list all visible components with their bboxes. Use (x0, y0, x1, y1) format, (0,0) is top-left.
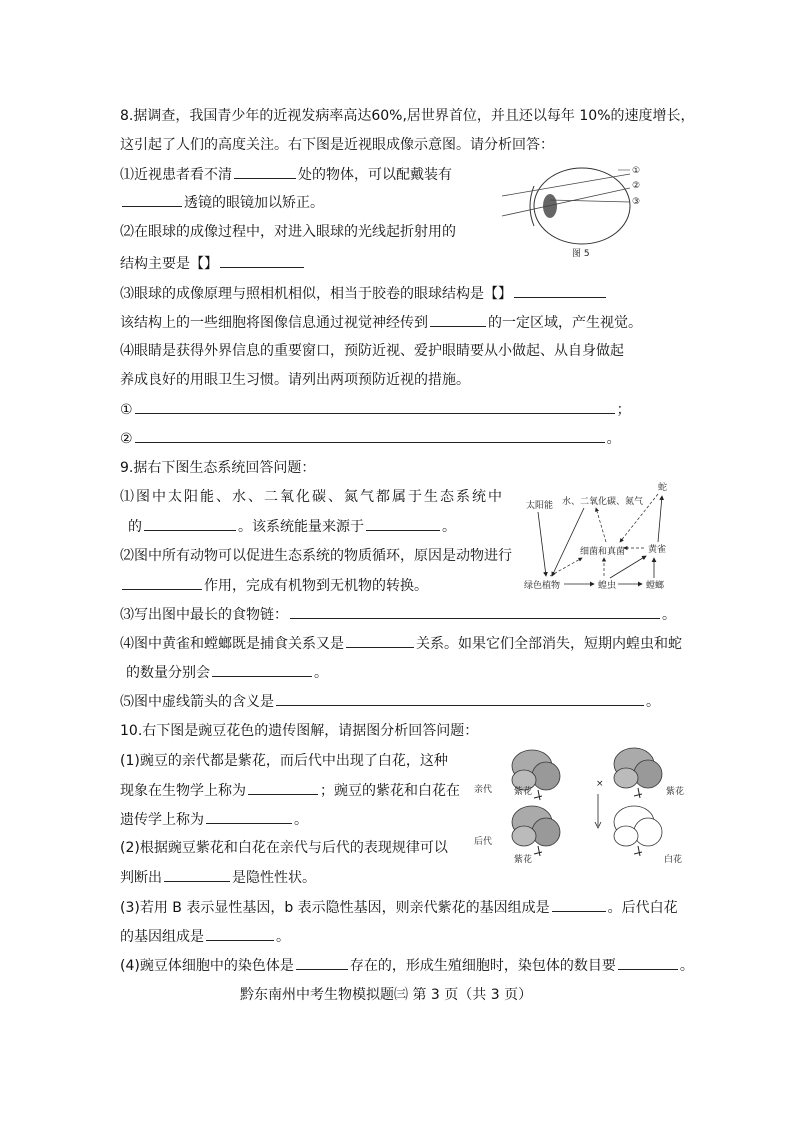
q9-part5: ⑸图中虚线箭头的含义是 。 (120, 691, 660, 712)
node-decomposer: 细菌和真菌 (580, 547, 626, 557)
answer-blank[interactable] (220, 253, 304, 268)
answer-blank[interactable] (122, 192, 182, 207)
answer-blank[interactable] (135, 399, 615, 414)
white-flower-icon (614, 806, 662, 856)
label-purple-parent-2: 紫花 (666, 787, 685, 797)
q10-part1: (1)豌豆的亲代都是紫花，而后代中出现了白花，这种 (120, 753, 448, 769)
label-parent-generation: 亲代 (474, 785, 493, 795)
q8-part4-cont: 养成良好的用眼卫生习惯。请列出两项预防近视的措施。 (120, 372, 470, 388)
fig-label-1: ① (632, 166, 641, 176)
q10-part4: (4)豌豆体细胞中的染色体是 存在的，形成生殖细胞时，染包体的数目要 。 (120, 955, 694, 976)
q8-p3c: 的一定区域，产生视觉。 (488, 315, 642, 331)
answer-blank[interactable] (164, 867, 230, 882)
answer-blank[interactable] (296, 955, 348, 970)
page-footer: 黔东南州中考生物模拟题㈢ 第 3 页（共 3 页） (240, 987, 533, 1003)
q8-part4: ⑷眼睛是获得外界信息的重要窗口，预防近视、爱护眼睛要从小做起、从自身做起 (120, 343, 624, 359)
answer-blank[interactable] (290, 604, 660, 619)
node-oriole: 黄雀 (648, 545, 667, 555)
label-offspring-generation: 后代 (474, 837, 493, 847)
q10-part1-cont2: 遗传学上称为 。 (120, 809, 308, 830)
node-abiotic: 水、二氧化碳、氮气 (562, 497, 644, 507)
answer-blank[interactable] (248, 780, 318, 795)
q10-part3: (3)若用 B 表示显性基因，b 表示隐性基因，则亲代紫花的基因组成是 。后代白花 (120, 897, 678, 918)
myopia-eye-figure (500, 160, 660, 260)
q8-measure-2: ② 。 (120, 428, 621, 449)
q8-part3-cont (120, 312, 642, 333)
fig-label-2: ② (632, 181, 641, 191)
node-sun: 太阳能 (526, 501, 554, 511)
q10-part3-cont: 的基因组成是 。 (120, 926, 290, 947)
answer-blank[interactable] (122, 575, 202, 590)
answer-blank[interactable] (234, 164, 296, 179)
q10-stem: 10.右下图是豌豆花色的遗传图解，请据图分析回答问题： (120, 723, 479, 739)
label-purple-parent-1: 紫花 (514, 787, 533, 797)
q8-part3 (120, 283, 608, 304)
pea-inheritance-figure (470, 742, 686, 870)
q8-part1-cont (120, 192, 324, 213)
answer-blank[interactable] (618, 955, 678, 970)
q9-part4-cont: 的数量分别会 。 (120, 662, 328, 683)
q8-stem-line1: 8.据调查，我国青少年的近视发病率高达60%,居世界首位，并且还以每年 10%的速度增长， (120, 108, 695, 124)
q8-part2-cont (120, 253, 306, 274)
answer-blank[interactable] (430, 312, 486, 327)
answer-blank[interactable] (552, 897, 606, 912)
q8-measure-1: ① ； (120, 399, 631, 420)
answer-blank[interactable] (514, 283, 606, 298)
q8-part1 (120, 164, 452, 185)
node-snake: 蛇 (658, 483, 668, 493)
q8-p1a: ⑴近视患者看不清 (120, 167, 232, 183)
answer-blank[interactable] (346, 633, 414, 648)
q9-part3: ⑶写出图中最长的食物链： 。 (120, 604, 676, 625)
answer-blank[interactable] (276, 691, 644, 706)
q8-p2b: 结构主要是【】 (120, 256, 218, 272)
answer-blank[interactable] (135, 428, 605, 443)
q8-p1c: 透镜的眼镜加以矫正。 (184, 195, 324, 211)
q8-p3b: 该结构上的一些细胞将图像信息通过视觉神经传到 (120, 315, 428, 331)
answer-blank[interactable] (212, 662, 312, 677)
node-locust: 蝗虫 (598, 581, 617, 591)
cross-symbol: × (596, 779, 604, 789)
node-mantis: 螳螂 (646, 581, 665, 591)
fig-label-3: ③ (632, 197, 641, 207)
q8-p1b: 处的物体，可以配戴装有 (298, 167, 452, 183)
label-purple-offspring: 紫花 (514, 855, 533, 865)
q8-p3a: ⑶眼球的成像原理与照相机相似，相当于胶卷的眼球结构是【】 (120, 286, 512, 302)
q9-stem: 9.据右下图生态系统回答问题： (120, 460, 316, 476)
q8-part2: ⑵在眼球的成像过程中，对进入眼球的光线起折射用的 (120, 224, 456, 240)
answer-blank[interactable] (206, 926, 274, 941)
answer-blank[interactable] (144, 516, 236, 531)
q8-stem-line2: 这引起了人们的高度关注。右下图是近视眼成像示意图。请分析回答： (120, 137, 554, 153)
purple-flower-icon (614, 748, 662, 798)
ecosystem-diagram (520, 478, 680, 594)
q9-part2: ⑵图中所有动物可以促进生态系统的物质循环，原因是动物进行 (120, 548, 512, 564)
answer-blank[interactable] (206, 809, 292, 824)
q10-part2-cont: 判断出 是隐性性状。 (120, 867, 316, 888)
q9-part4: ⑷图中黄雀和螳螂既是捕食关系又是 关系。如果它们全部消失，短期内蝗虫和蛇 (120, 633, 682, 654)
figure-caption: 图 5 (572, 249, 590, 259)
node-plant: 绿色植物 (524, 581, 561, 591)
purple-flower-icon (512, 806, 560, 856)
q10-part2: (2)根据豌豆紫花和白花在亲代与后代的表现规律可以 (120, 840, 448, 856)
label-white-offspring: 白花 (664, 855, 683, 865)
q9-part2-cont: 作用，完成有机物到无机物的转换。 (120, 575, 428, 596)
q9-part1-cont: 的 。该系统能量来源于 。 (120, 516, 456, 537)
answer-blank[interactable] (366, 516, 440, 531)
q9-part1: ⑴图中太阳能、水、二氧化碳、氮气都属于生态系统中 (120, 489, 504, 505)
q10-part1-cont: 现象在生物学上称为 ；豌豆的紫花和白花在 (120, 780, 460, 801)
